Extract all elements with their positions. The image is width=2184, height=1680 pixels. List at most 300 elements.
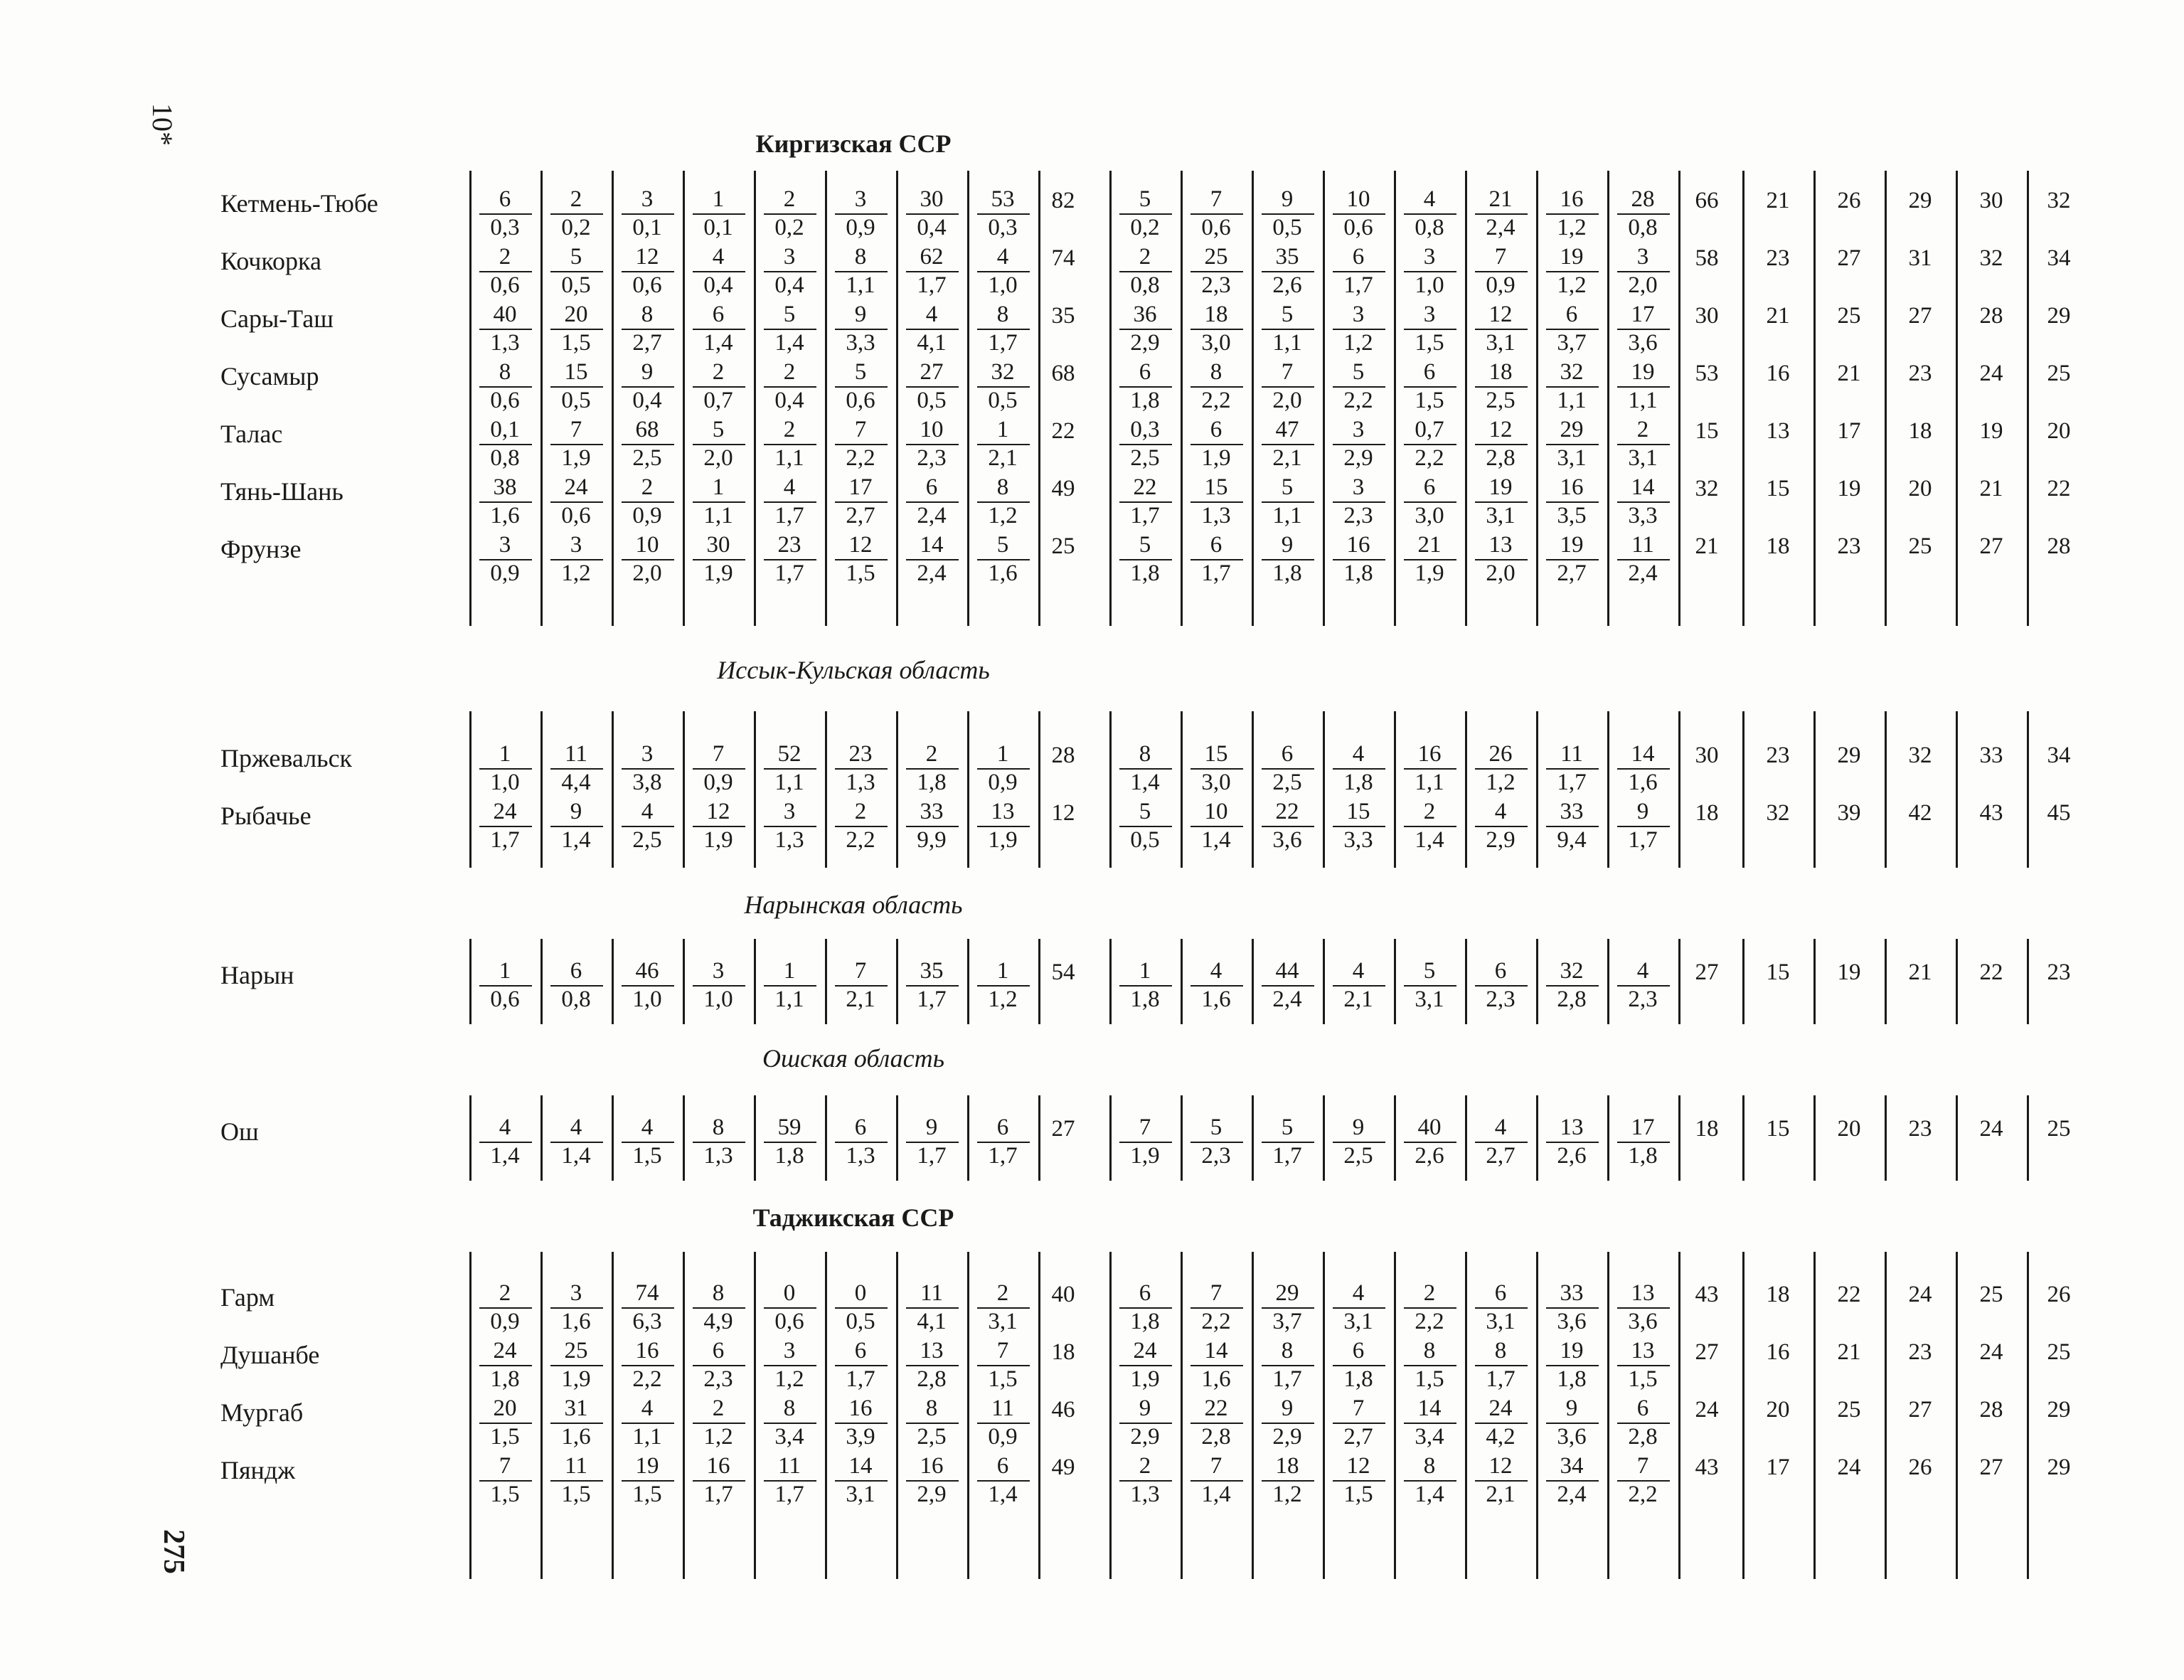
- fraction-denominator: 0,4: [774, 388, 804, 413]
- fraction-numerator: 6: [854, 1338, 867, 1363]
- fraction-cell: [1536, 1452, 1607, 1509]
- fraction-numerator: 4: [1636, 958, 1649, 984]
- fraction-cell: [469, 531, 540, 588]
- fraction-denominator: 2,1: [1343, 987, 1373, 1012]
- fraction-cell: [612, 740, 683, 797]
- fraction-denominator: 1,5: [561, 1482, 591, 1507]
- fraction-cell: [683, 243, 754, 299]
- fraction-numerator: 5: [783, 302, 796, 327]
- fraction-numerator: 24: [564, 474, 588, 500]
- page-number: 275: [157, 1529, 190, 1574]
- fraction-denominator: 1,6: [988, 560, 1018, 586]
- fraction-cell: [683, 1452, 754, 1509]
- fraction-numerator: 31: [564, 1395, 588, 1421]
- fraction-numerator: 20: [493, 1395, 517, 1421]
- fraction-numerator: 6: [712, 302, 725, 327]
- value-cell: 22: [1837, 1282, 1861, 1307]
- fraction-cell: [1465, 957, 1536, 1014]
- fraction-numerator: 7: [854, 958, 867, 984]
- fraction-denominator: 3,1: [1628, 445, 1658, 471]
- value-cell: 32: [1979, 245, 2003, 271]
- fraction-denominator: 1,7: [490, 827, 520, 853]
- fraction-cell: [1536, 300, 1607, 357]
- fraction-denominator: 2,7: [1343, 1424, 1373, 1450]
- value-cell: 42: [1908, 800, 1932, 826]
- fraction-denominator: 1,0: [703, 987, 733, 1012]
- fraction-numerator: 1: [499, 741, 511, 767]
- value-cell: 13: [1766, 418, 1790, 444]
- fraction-denominator: 1,5: [1343, 1482, 1373, 1507]
- fraction-cell: [612, 531, 683, 588]
- fraction-numerator: 6: [996, 1453, 1009, 1479]
- fraction-cell: [754, 957, 825, 1014]
- fraction-denominator: 1,0: [1415, 272, 1444, 298]
- fraction-cell: [469, 358, 540, 415]
- fraction-cell: [1252, 1336, 1323, 1393]
- fraction-numerator: 16: [1560, 474, 1584, 500]
- fraction-cell: [896, 243, 967, 299]
- fraction-denominator: 3,3: [1628, 503, 1658, 528]
- fraction-numerator: 21: [1417, 532, 1442, 558]
- fraction-cell: [469, 1336, 540, 1393]
- fraction-cell: [1394, 1452, 1465, 1509]
- fraction-numerator: 14: [1631, 474, 1655, 500]
- column-rule: [1813, 711, 1816, 868]
- fraction-cell: [896, 797, 967, 854]
- fraction-denominator: 0,3: [988, 215, 1018, 240]
- fraction-cell: [1252, 1113, 1323, 1170]
- fraction-denominator: 2,4: [917, 503, 947, 528]
- fraction-cell: [825, 185, 896, 242]
- fraction-cell: [1109, 185, 1181, 242]
- fraction-denominator: 3,1: [1415, 987, 1444, 1012]
- fraction-denominator: 2,8: [1201, 1424, 1231, 1450]
- fraction-denominator: 2,9: [1486, 827, 1516, 853]
- fraction-numerator: 25: [564, 1338, 588, 1363]
- fraction-numerator: 17: [1631, 1115, 1655, 1140]
- fraction-denominator: 2,2: [846, 445, 875, 471]
- fraction-denominator: 1,7: [774, 560, 804, 586]
- fraction-denominator: 1,2: [988, 503, 1018, 528]
- fraction-numerator: 46: [635, 958, 659, 984]
- fraction-numerator: 33: [920, 799, 944, 824]
- fraction-cell: [1607, 531, 1678, 588]
- fraction-denominator: 0,5: [1130, 827, 1160, 853]
- fraction-numerator: 1: [499, 958, 511, 984]
- station-name: Кетмень-Тюбе: [220, 189, 378, 218]
- fraction-cell: [896, 185, 967, 242]
- fraction-numerator: 9: [1281, 1395, 1294, 1421]
- fraction-cell: [1181, 531, 1252, 588]
- fraction-numerator: 14: [920, 532, 944, 558]
- fraction-numerator: 8: [996, 302, 1009, 327]
- fraction-cell: [612, 243, 683, 299]
- value-cell: 20: [1837, 1116, 1861, 1142]
- fraction-numerator: 34: [1560, 1453, 1584, 1479]
- fraction-cell: [469, 1279, 540, 1336]
- fraction-denominator: 1,7: [703, 1482, 733, 1507]
- fraction-cell: [1607, 1336, 1678, 1393]
- fraction-denominator: 2,4: [1272, 987, 1302, 1012]
- column-rule: [1742, 711, 1744, 868]
- fraction-cell: [825, 415, 896, 472]
- value-cell: 20: [1908, 476, 1932, 501]
- fraction-cell: [1323, 1279, 1394, 1336]
- fraction-cell: [754, 797, 825, 854]
- fraction-denominator: 3,0: [1201, 770, 1231, 795]
- fraction-numerator: 12: [706, 799, 730, 824]
- fraction-denominator: 2,0: [632, 560, 662, 586]
- fraction-denominator: 1,6: [561, 1424, 591, 1450]
- fraction-numerator: 12: [1346, 1453, 1370, 1479]
- fraction-cell: [1323, 243, 1394, 299]
- fraction-cell: [540, 957, 612, 1014]
- value-cell: 19: [1979, 418, 2003, 444]
- fraction-denominator: 3,6: [1557, 1424, 1587, 1450]
- fraction-numerator: 12: [1488, 302, 1513, 327]
- fraction-cell: [754, 740, 825, 797]
- value-cell: 21: [1979, 476, 2003, 501]
- fraction-numerator: 6: [1139, 1280, 1151, 1306]
- fraction-cell: [612, 185, 683, 242]
- fraction-denominator: 3,1: [1557, 445, 1587, 471]
- value-cell: 27: [1695, 1339, 1719, 1365]
- fraction-numerator: 2: [570, 186, 582, 212]
- value-cell: 16: [1766, 1339, 1790, 1365]
- fraction-denominator: 4,2: [1486, 1424, 1516, 1450]
- fraction-numerator: 11: [920, 1280, 943, 1306]
- value-cell: 20: [2047, 418, 2071, 444]
- fraction-cell: [1323, 1113, 1394, 1170]
- fraction-cell: [1607, 300, 1678, 357]
- fraction-numerator: 2: [996, 1280, 1009, 1306]
- fraction-cell: [1607, 1279, 1678, 1336]
- fraction-numerator: 9: [641, 359, 654, 385]
- fraction-cell: [1465, 300, 1536, 357]
- fraction-numerator: 28: [1631, 186, 1655, 212]
- fraction-cell: [1109, 1394, 1181, 1451]
- fraction-cell: [1607, 1452, 1678, 1509]
- fraction-cell: [1465, 1336, 1536, 1393]
- fraction-cell: [1536, 1113, 1607, 1170]
- fraction-numerator: 29: [1560, 417, 1584, 442]
- fraction-numerator: 19: [1560, 1338, 1584, 1363]
- fraction-denominator: 1,6: [1628, 770, 1658, 795]
- fraction-denominator: 1,6: [1201, 987, 1231, 1012]
- fraction-denominator: 2,6: [1415, 1143, 1444, 1169]
- value-cell: 25: [2047, 361, 2071, 386]
- fraction-cell: [1181, 243, 1252, 299]
- value-cell: 25: [1908, 533, 1932, 559]
- fraction-numerator: 4: [996, 244, 1009, 270]
- fraction-denominator: 1,7: [1201, 560, 1231, 586]
- value-cell: 27: [1908, 1397, 1932, 1423]
- fraction-cell: [896, 1336, 967, 1393]
- fraction-denominator: 2,4: [1628, 560, 1658, 586]
- fraction-denominator: 2,4: [1557, 1482, 1587, 1507]
- fraction-denominator: 1,3: [490, 330, 520, 356]
- value-cell: 23: [1766, 245, 1790, 271]
- value-cell: 27: [1695, 959, 1719, 985]
- value-cell: 18: [1695, 800, 1719, 826]
- fraction-denominator: 1,1: [632, 1424, 662, 1450]
- fraction-cell: [469, 797, 540, 854]
- fraction-numerator: 16: [1417, 741, 1442, 767]
- fraction-denominator: 0,6: [1201, 215, 1231, 240]
- value-cell: 25: [1051, 533, 1075, 559]
- fraction-denominator: 2,9: [1272, 1424, 1302, 1450]
- fraction-denominator: 3,7: [1557, 330, 1587, 356]
- fraction-cell: [1252, 415, 1323, 472]
- fraction-cell: [469, 473, 540, 530]
- fraction-cell: [1536, 415, 1607, 472]
- fraction-denominator: 1,8: [917, 770, 947, 795]
- fraction-denominator: 1,5: [988, 1366, 1018, 1392]
- value-cell: 54: [1051, 959, 1075, 985]
- fraction-numerator: 7: [854, 417, 867, 442]
- fraction-cell: [540, 1113, 612, 1170]
- fraction-numerator: 5: [996, 532, 1009, 558]
- fraction-cell: [1252, 1452, 1323, 1509]
- station-name: Нарын: [220, 961, 294, 989]
- fraction-cell: [1252, 1279, 1323, 1336]
- fraction-cell: [1252, 740, 1323, 797]
- fraction-denominator: 1,9: [1130, 1143, 1160, 1169]
- fraction-numerator: 5: [712, 417, 725, 442]
- value-cell: 23: [2047, 959, 2071, 985]
- fraction-denominator: 3,6: [1628, 330, 1658, 356]
- fraction-cell: [825, 797, 896, 854]
- fraction-numerator: 14: [1417, 1395, 1442, 1421]
- fraction-numerator: 8: [712, 1280, 725, 1306]
- value-cell: 18: [1051, 1339, 1075, 1365]
- fraction-denominator: 1,9: [561, 445, 591, 471]
- fraction-denominator: 0,6: [1343, 215, 1373, 240]
- station-name: Ош: [220, 1117, 259, 1146]
- fraction-denominator: 3,6: [1272, 827, 1302, 853]
- fraction-cell: [1394, 415, 1465, 472]
- fraction-denominator: 1,8: [1272, 560, 1302, 586]
- fraction-numerator: 11: [1631, 532, 1654, 558]
- fraction-numerator: 9: [1636, 799, 1649, 824]
- fraction-numerator: 2: [783, 417, 796, 442]
- value-cell: 18: [1766, 533, 1790, 559]
- fraction-denominator: 1,7: [917, 272, 947, 298]
- fraction-numerator: 12: [848, 532, 873, 558]
- fraction-cell: [1394, 1279, 1465, 1336]
- value-cell: 21: [1837, 361, 1861, 386]
- fraction-numerator: 8: [1281, 1338, 1294, 1363]
- fraction-numerator: 9: [1565, 1395, 1578, 1421]
- fraction-denominator: 1,2: [1557, 272, 1587, 298]
- value-cell: 43: [1695, 1455, 1719, 1480]
- fraction-numerator: 8: [783, 1395, 796, 1421]
- fraction-cell: [612, 1394, 683, 1451]
- fraction-cell: [540, 740, 612, 797]
- fraction-cell: [1394, 797, 1465, 854]
- value-cell: 24: [1979, 361, 2003, 386]
- fraction-denominator: 0,8: [490, 445, 520, 471]
- fraction-denominator: 1,9: [1415, 560, 1444, 586]
- section-title: Иссык-Кульская область: [717, 656, 990, 684]
- fraction-denominator: 1,7: [1272, 1143, 1302, 1169]
- value-cell: 74: [1051, 245, 1075, 271]
- fraction-numerator: 1: [996, 958, 1009, 984]
- value-cell: 31: [1908, 245, 1932, 271]
- fraction-denominator: 2,5: [632, 827, 662, 853]
- fraction-cell: [469, 1394, 540, 1451]
- value-cell: 49: [1051, 476, 1075, 501]
- station-name: Пяндж: [220, 1456, 296, 1484]
- fraction-denominator: 1,4: [490, 1143, 520, 1169]
- fraction-cell: [1252, 531, 1323, 588]
- fraction-denominator: 0,4: [632, 388, 662, 413]
- fraction-cell: [896, 531, 967, 588]
- fraction-numerator: 7: [1636, 1453, 1649, 1479]
- fraction-numerator: 19: [1560, 532, 1584, 558]
- fraction-denominator: 0,3: [490, 215, 520, 240]
- fraction-cell: [1607, 185, 1678, 242]
- fraction-numerator: 5: [854, 359, 867, 385]
- fraction-denominator: 2,5: [1486, 388, 1516, 413]
- fraction-cell: [1607, 740, 1678, 797]
- fraction-cell: [612, 797, 683, 854]
- fraction-cell: [1109, 415, 1181, 472]
- fraction-cell: [1465, 415, 1536, 472]
- fraction-cell: [1465, 1452, 1536, 1509]
- fraction-denominator: 0,5: [561, 388, 591, 413]
- fraction-numerator: 12: [635, 244, 659, 270]
- fraction-denominator: 1,1: [1557, 388, 1587, 413]
- fraction-denominator: 0,6: [846, 388, 875, 413]
- fraction-denominator: 1,1: [1628, 388, 1658, 413]
- fraction-cell: [1465, 531, 1536, 588]
- fraction-cell: [1181, 300, 1252, 357]
- value-cell: 23: [1908, 1116, 1932, 1142]
- fraction-denominator: 1,7: [1272, 1366, 1302, 1392]
- fraction-cell: [1109, 1279, 1181, 1336]
- fraction-cell: [469, 740, 540, 797]
- fraction-denominator: 1,5: [1415, 388, 1444, 413]
- fraction-numerator: 4: [783, 474, 796, 500]
- fraction-cell: [1465, 1113, 1536, 1170]
- value-cell: 23: [1908, 361, 1932, 386]
- fraction-numerator: 62: [920, 244, 944, 270]
- fraction-denominator: 2,2: [1415, 1309, 1444, 1334]
- fraction-denominator: 0,8: [1628, 215, 1658, 240]
- fraction-numerator: 6: [996, 1115, 1009, 1140]
- fraction-numerator: 74: [635, 1280, 659, 1306]
- fraction-denominator: 3,6: [1628, 1309, 1658, 1334]
- value-cell: 39: [1837, 800, 1861, 826]
- fraction-numerator: 59: [777, 1115, 801, 1140]
- fraction-cell: [754, 300, 825, 357]
- fraction-cell: [1536, 797, 1607, 854]
- value-cell: 45: [2047, 800, 2071, 826]
- fraction-numerator: 6: [570, 958, 582, 984]
- fraction-denominator: 3,3: [1343, 827, 1373, 853]
- value-cell: 43: [1979, 800, 2003, 826]
- corner-mark: 10*: [147, 103, 179, 146]
- fraction-cell: [1394, 358, 1465, 415]
- station-name: Сусамыр: [220, 362, 319, 390]
- fraction-numerator: 11: [565, 1453, 587, 1479]
- column-rule: [1678, 711, 1680, 868]
- fraction-numerator: 2: [1423, 799, 1436, 824]
- fraction-numerator: 6: [499, 186, 511, 212]
- fraction-cell: [1109, 473, 1181, 530]
- fraction-cell: [1465, 740, 1536, 797]
- fraction-denominator: 2,2: [846, 827, 875, 853]
- fraction-denominator: 1,5: [632, 1143, 662, 1169]
- fraction-numerator: 24: [1488, 1395, 1513, 1421]
- section-title: Нарынская область: [744, 890, 963, 919]
- fraction-denominator: 0,8: [1130, 272, 1160, 298]
- fraction-numerator: 7: [499, 1453, 511, 1479]
- fraction-numerator: 6: [1139, 359, 1151, 385]
- fraction-denominator: 1,2: [1486, 770, 1516, 795]
- fraction-cell: [825, 1452, 896, 1509]
- fraction-numerator: 5: [1281, 1115, 1294, 1140]
- fraction-numerator: 6: [1494, 958, 1507, 984]
- fraction-numerator: 8: [854, 244, 867, 270]
- fraction-denominator: 1,8: [1343, 770, 1373, 795]
- fraction-numerator: 21: [1488, 186, 1513, 212]
- fraction-cell: [1252, 1394, 1323, 1451]
- fraction-denominator: 2,7: [632, 330, 662, 356]
- fraction-denominator: 1,3: [1201, 503, 1231, 528]
- value-cell: 40: [1051, 1282, 1075, 1307]
- fraction-denominator: 1,9: [1201, 445, 1231, 471]
- fraction-numerator: 9: [570, 799, 582, 824]
- fraction-numerator: 11: [1560, 741, 1583, 767]
- fraction-numerator: 3: [570, 532, 582, 558]
- fraction-denominator: 1,7: [1130, 503, 1160, 528]
- value-cell: 15: [1695, 418, 1719, 444]
- fraction-cell: [825, 473, 896, 530]
- fraction-numerator: 1: [996, 417, 1009, 442]
- fraction-denominator: 1,3: [774, 827, 804, 853]
- fraction-numerator: 16: [706, 1453, 730, 1479]
- value-cell: 22: [1979, 959, 2003, 985]
- fraction-denominator: 0,2: [561, 215, 591, 240]
- value-cell: 27: [1908, 303, 1932, 329]
- fraction-numerator: 4: [1210, 958, 1222, 984]
- value-cell: 32: [1766, 800, 1790, 826]
- fraction-denominator: 1,1: [846, 272, 875, 298]
- fraction-numerator: 4: [1352, 741, 1365, 767]
- fraction-numerator: 3: [570, 1280, 582, 1306]
- column-rule: [1038, 711, 1040, 868]
- fraction-denominator: 3,1: [1486, 503, 1516, 528]
- value-cell: 19: [1837, 959, 1861, 985]
- value-cell: 29: [2047, 1397, 2071, 1423]
- value-cell: 25: [2047, 1116, 2071, 1142]
- fraction-denominator: 1,3: [846, 1143, 875, 1169]
- value-cell: 29: [1837, 743, 1861, 768]
- fraction-numerator: 16: [920, 1453, 944, 1479]
- fraction-cell: [683, 957, 754, 1014]
- fraction-numerator: 2: [783, 359, 796, 385]
- fraction-denominator: 0,5: [988, 388, 1018, 413]
- fraction-cell: [683, 300, 754, 357]
- fraction-numerator: 17: [848, 474, 873, 500]
- fraction-cell: [825, 300, 896, 357]
- fraction-denominator: 0,9: [988, 1424, 1018, 1450]
- fraction-numerator: 3: [1636, 244, 1649, 270]
- fraction-cell: [1536, 957, 1607, 1014]
- fraction-numerator: 44: [1275, 958, 1299, 984]
